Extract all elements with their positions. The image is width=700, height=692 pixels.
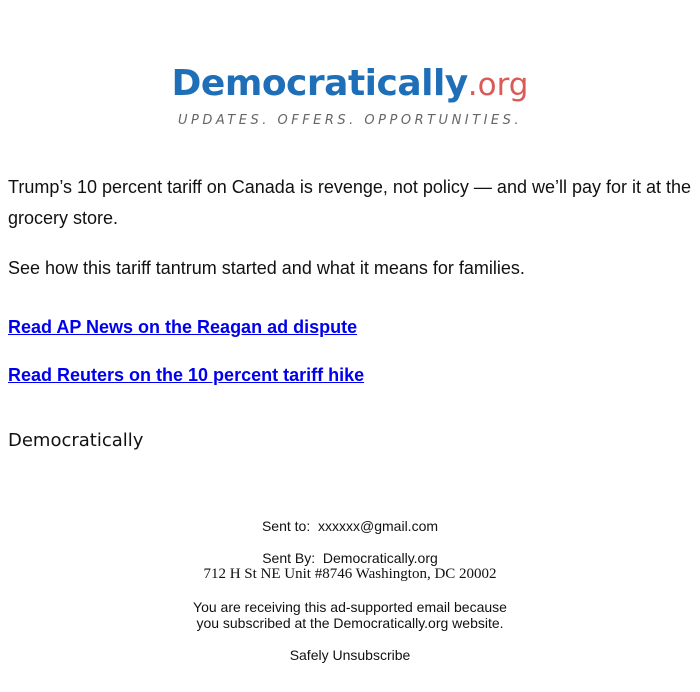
sent-by-label: Sent By: [262,550,316,566]
link-list [8,313,364,389]
notice-line: you subscribed at the Democratically.org website. [196,615,504,631]
email-body [8,172,698,284]
notice-line: You are receiving this ad-supported email because [193,599,507,615]
mailing-address: 712 H St NE Unit #8746 Washington, DC 20002 [203,566,497,582]
logo-wordmark: Democratically [171,63,468,104]
brand-logo [0,63,700,104]
ap-news-link[interactable]: Read AP News on the Reagan ad dispute [8,317,358,337]
sent-to-label: Sent to: [261,518,311,534]
sent-to-line [0,518,700,534]
body-paragraph: See how this tariff tantrum started and what it means for families. [8,258,525,278]
logo-tld: .org [467,67,529,103]
signoff: Democratically [8,430,144,451]
email-footer [0,518,700,663]
sent-to-email: xxxxxx@gmail.com [318,518,439,534]
sent-by-line [0,550,700,566]
tagline: UPDATES. OFFERS. OPPORTUNITIES. [178,113,522,128]
reuters-link[interactable]: Read Reuters on the 10 percent tariff hike [8,365,365,385]
unsubscribe-link[interactable]: Safely Unsubscribe [289,647,411,663]
body-paragraph: Trump’s 10 percent tariff on Canada is revenge, not policy — and we’ll pay for it at the grocery store. [8,177,692,228]
sent-by-value: Democratically.org [322,550,438,566]
